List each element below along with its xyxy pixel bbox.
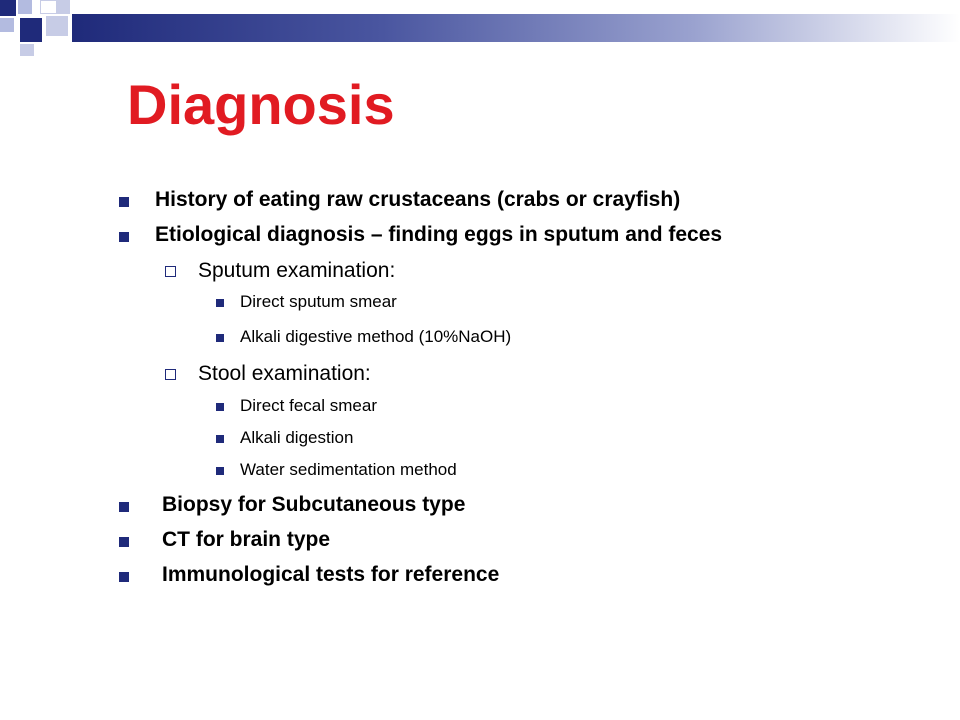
bullet-biopsy: Biopsy for Subcutaneous type — [162, 493, 466, 516]
sub-sub-bullet-alkali-method: Alkali digestive method (10%NaOH) — [240, 327, 512, 346]
sub-sub-bullet-direct-fecal: Direct fecal smear — [240, 396, 377, 415]
decor-square — [20, 44, 34, 56]
square-bullet-icon — [119, 537, 129, 547]
decor-square — [46, 16, 68, 36]
square-bullet-icon — [119, 232, 129, 242]
sub-bullet-sputum: Sputum examination: — [198, 259, 396, 282]
bullet-immunological: Immunological tests for reference — [162, 563, 500, 586]
hollow-square-bullet-icon — [165, 266, 176, 277]
bullet-history: History of eating raw crustaceans (crabs or crayfish) — [155, 188, 681, 211]
small-square-bullet-icon — [216, 435, 224, 443]
decor-square — [20, 18, 42, 42]
square-bullet-icon — [119, 197, 129, 207]
decor-square — [56, 0, 70, 14]
small-square-bullet-icon — [216, 334, 224, 342]
hollow-square-bullet-icon — [165, 369, 176, 380]
sub-bullet-stool: Stool examination: — [198, 362, 371, 385]
decor-square — [18, 0, 32, 14]
decor-square — [0, 18, 14, 32]
small-square-bullet-icon — [216, 467, 224, 475]
header-gradient-bar — [72, 14, 960, 42]
bullet-ct: CT for brain type — [162, 528, 331, 551]
square-bullet-icon — [119, 572, 129, 582]
square-bullet-icon — [119, 502, 129, 512]
slide-title: Diagnosis — [127, 73, 395, 136]
sub-sub-bullet-alkali-digestion: Alkali digestion — [240, 428, 354, 447]
sub-sub-bullet-direct-sputum: Direct sputum smear — [240, 292, 397, 311]
decor-square — [0, 0, 16, 16]
sub-sub-bullet-water-sedimentation: Water sedimentation method — [240, 460, 457, 479]
small-square-bullet-icon — [216, 299, 224, 307]
bullet-etiological: Etiological diagnosis – finding eggs in sputum and feces — [155, 223, 723, 246]
small-square-bullet-icon — [216, 403, 224, 411]
